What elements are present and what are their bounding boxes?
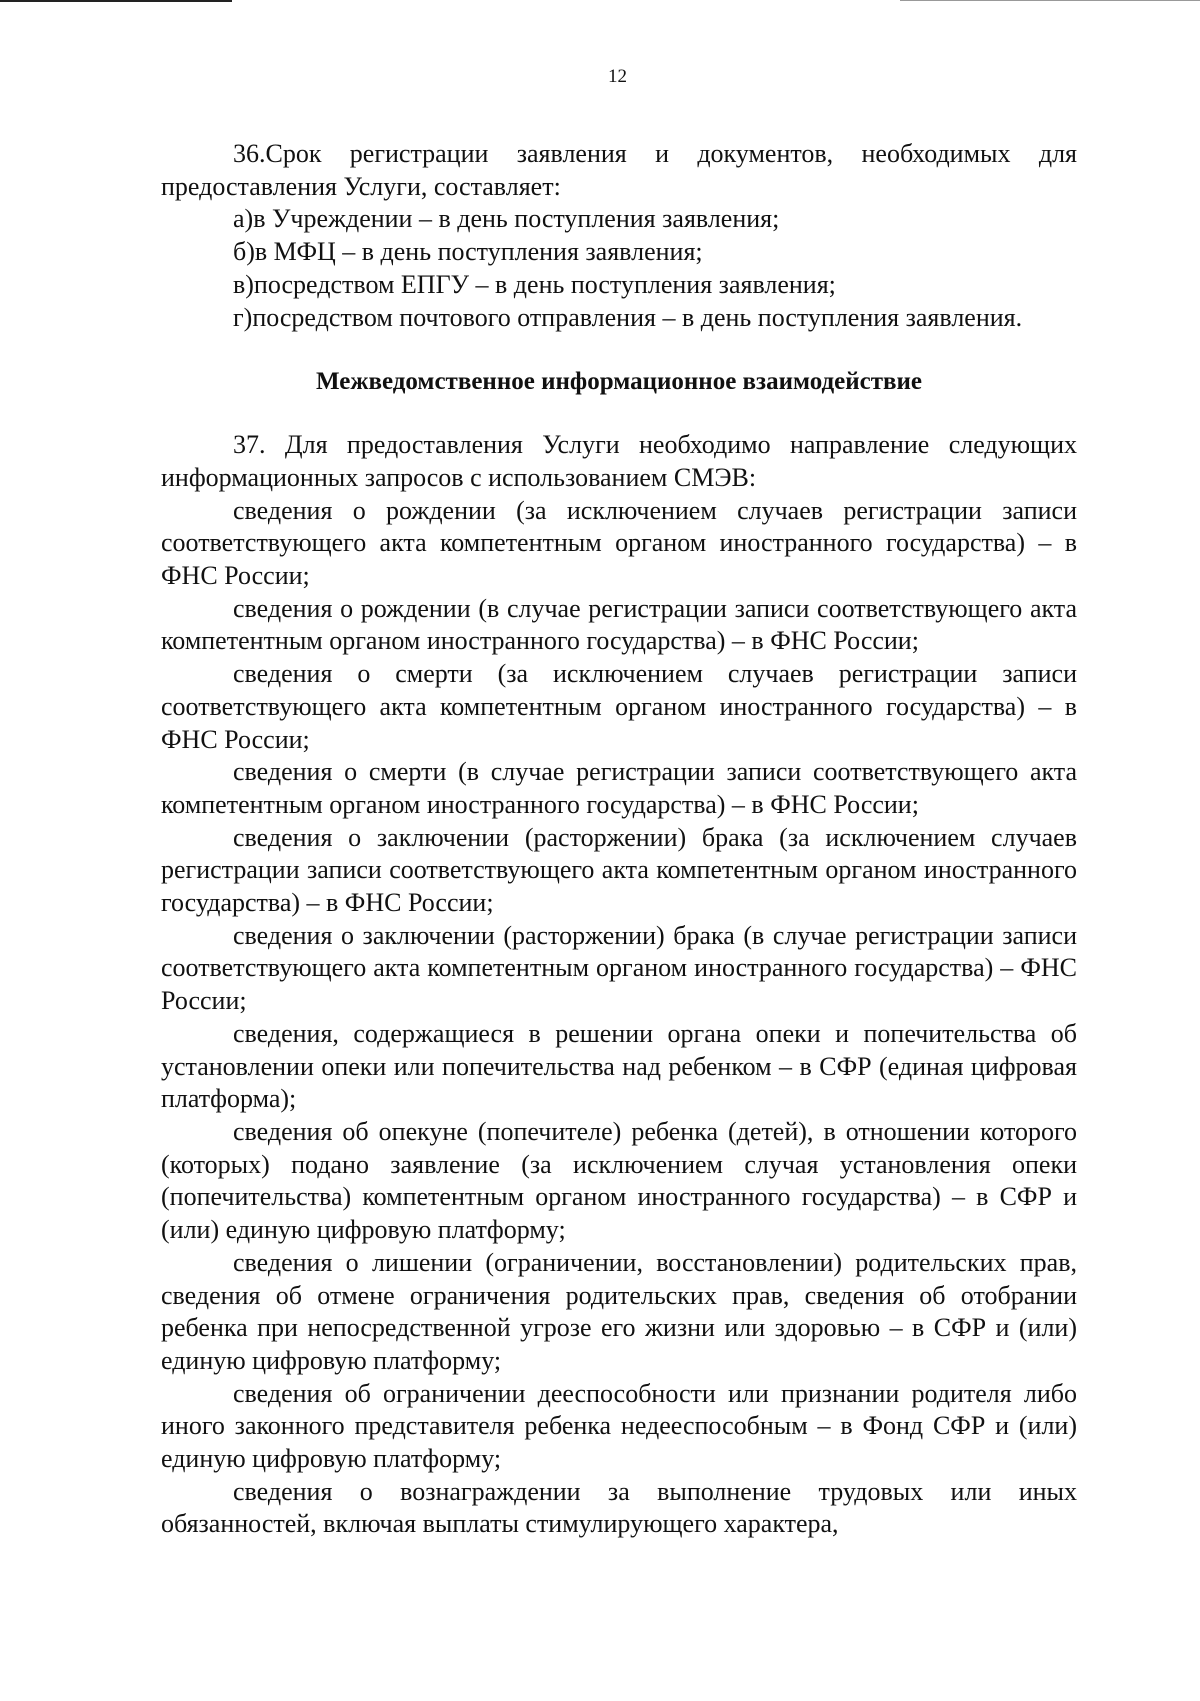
- clause-36-item-v: в)посредством ЕПГУ – в день поступления заявления;: [233, 269, 836, 299]
- document-body: [161, 138, 1077, 1541]
- clause-37-item: сведения об опекуне (попечителе) ребенка (детей), в отношении которого (которых) подано заявление (за исключением случая установления опеки (попечительства) компетентным органом иностранного государства) – в СФР и (или) единую цифровую платформу;: [161, 1116, 1077, 1245]
- clause-37-intro: 37. Для предоставления Услуги необходимо направление следующих информационных запросов с использованием СМЭВ:: [161, 430, 1077, 492]
- scan-edge-mark-right: [900, 0, 1200, 1]
- clause-37-item: сведения о вознаграждении за выполнение трудовых или иных обязанностей, включая выплаты стимулирующего характера,: [161, 1476, 1077, 1539]
- clause-37-item: сведения об ограничении дееспособности или признании родителя либо иного законного представителя ребенка недееспособным – в Фонд СФР и (или) единую цифровую платформу;: [161, 1378, 1077, 1474]
- clause-37-item: сведения о заключении (расторжении) брака (за исключением случаев регистрации записи соответствующего акта компетентным органом иностранного государства) – в ФНС России;: [161, 822, 1077, 918]
- section-heading: Межведомственное информационное взаимодействие: [316, 368, 922, 396]
- clause-37-item: сведения о рождении (за исключением случаев регистрации записи соответствующего акта компетентным органом иностранного государства) – в ФНС России;: [161, 495, 1077, 591]
- clause-36-item-b: б)в МФЦ – в день поступления заявления;: [233, 237, 703, 267]
- page-number: 12: [608, 66, 627, 87]
- clause-37-item: сведения о лишении (ограничении, восстановлении) родительских прав, сведения об отмене ограничения родительских прав, сведения об отобрании ребенка при непосредственной угрозе его жизни или здоровью – в СФР и (или) единую цифровую платформу;: [161, 1247, 1077, 1375]
- clause-37-item: сведения о рождении (в случае регистрации записи соответствующего акта компетентным органом иностранного государства) – в ФНС России;: [161, 593, 1077, 656]
- clause-36-item-a: а)в Учреждении – в день поступления заявления;: [233, 204, 780, 234]
- clause-36-intro: 36.Срок регистрации заявления и документов, необходимых для предоставления Услуги, составляет:: [161, 139, 1077, 201]
- scan-edge-mark: [0, 0, 232, 2]
- clause-36-item-g: г)посредством почтового отправления – в день поступления заявления.: [233, 302, 1023, 332]
- clause-37-item: сведения о заключении (расторжении) брака (в случае регистрации записи соответствующего акта компетентным органом иностранного государства) – ФНС России;: [161, 920, 1077, 1016]
- clause-37-item: сведения, содержащиеся в решении органа опеки и попечительства об установлении опеки или попечительства над ребенком – в СФР (единая цифровая платформа);: [161, 1018, 1077, 1114]
- clause-37-item: сведения о смерти (в случае регистрации записи соответствующего акта компетентным органом иностранного государства) – в ФНС России;: [161, 757, 1077, 819]
- clause-37-item: сведения о смерти (за исключением случаев регистрации записи соответствующего акта компетентным органом иностранного государства) – в ФНС России;: [161, 659, 1077, 754]
